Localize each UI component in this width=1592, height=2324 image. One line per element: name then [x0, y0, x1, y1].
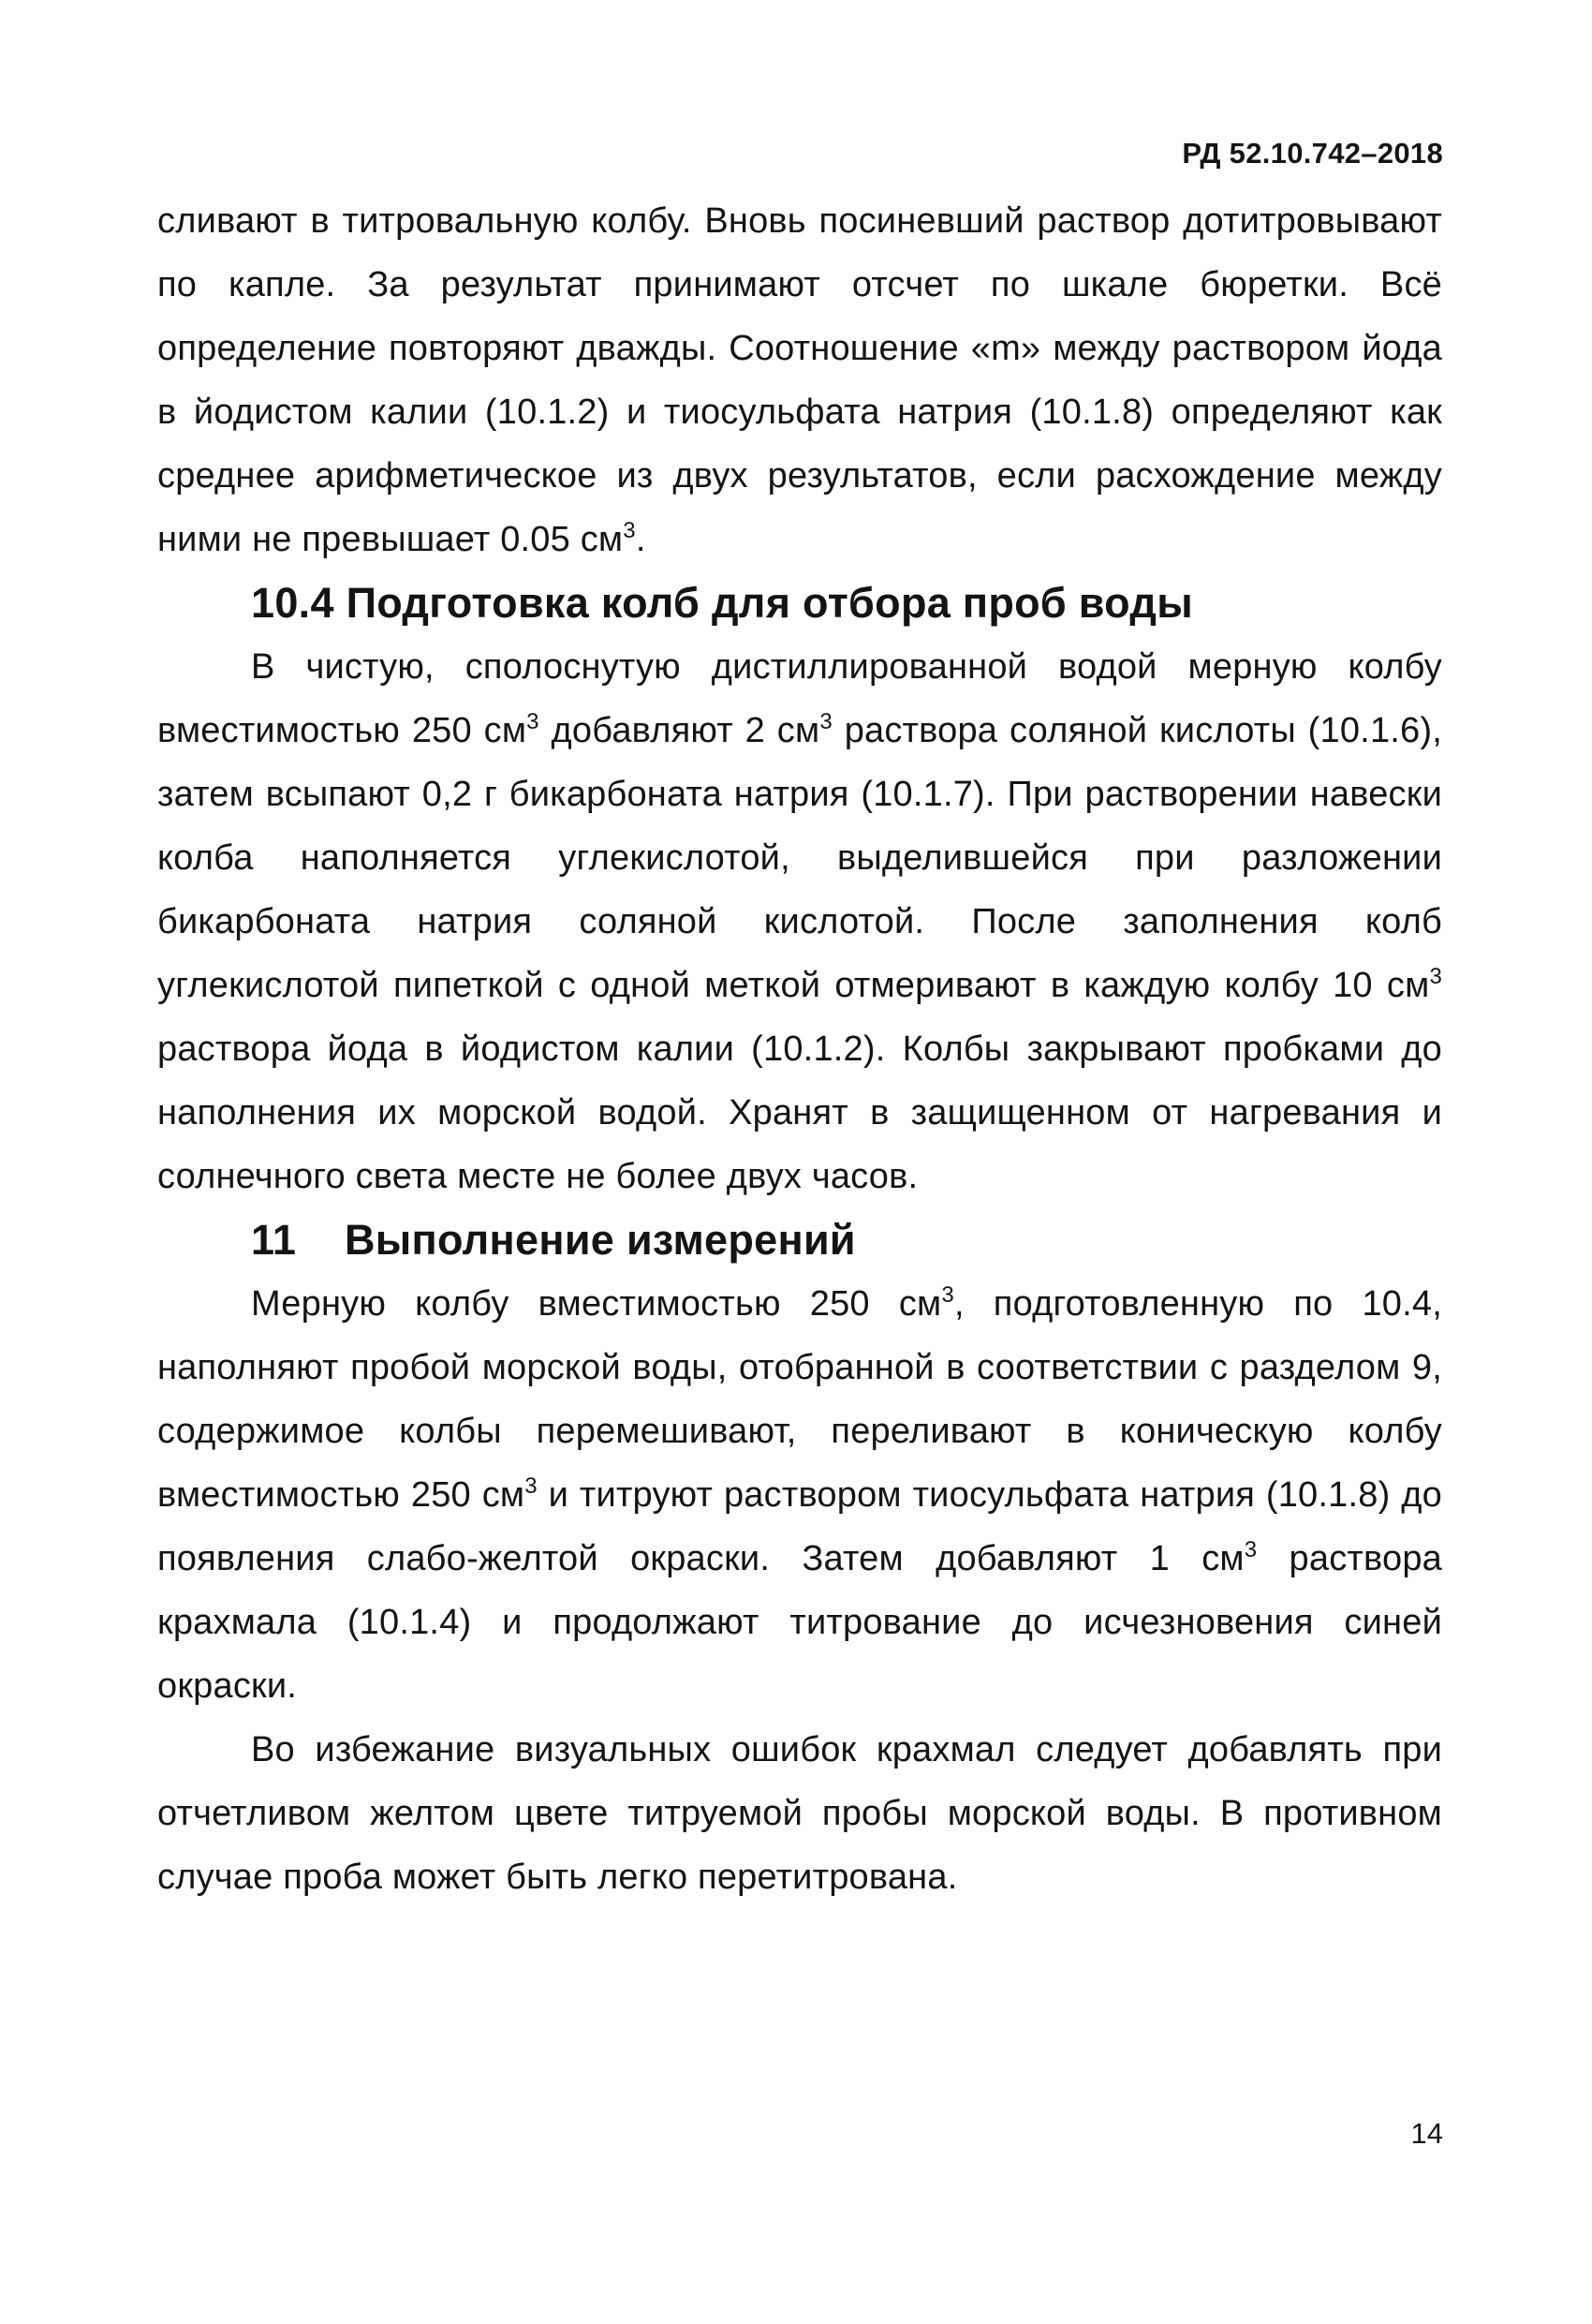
paragraph-starch-note: Во избежание визуальных ошибок крахмал следует добавлять при отчетливом желтом цвете титруемой пробы морской воды. В противном случае проба может быть легко перетитрована.: [157, 1730, 1442, 1897]
page-number: 14: [1410, 2117, 1443, 2150]
paragraph-text: Мерную колбу вместимостью 250 см: [251, 1284, 942, 1324]
section-title: Выполнение измерений: [345, 1216, 856, 1264]
paragraph-text: раствора соляной кислоты (10.1.6), затем всыпают 0,2 г бикарбоната натрия (10.1.7). При растворении навески колба наполняется углекислотой, выделившейся при разложении бикарбоната натрия соляной кислотой. После заполнения колб углекислотой пипеткой с одной меткой отмеривают в каждую колбу 10 см: [157, 711, 1442, 1005]
paragraph-text: сливают в титровальную колбу. Вновь посиневший раствор дотитровывают по капле. За результат принимают отсчет по шкале бюретки. Всё определение повторяют дважды. Соотношение «m» между раствором йода в йодистом калии (10.1.2) и тиосульфата натрия (10.1.8) определяют как среднее арифметическое из двух результатов, если расхождение между ними не превышает 0.05 см: [157, 201, 1442, 559]
paragraph-text: добавляют 2 см: [538, 711, 820, 750]
section-heading-10-4: 10.4 Подготовка колб для отбора проб воды: [251, 579, 1193, 627]
paragraph-end: .: [635, 520, 646, 559]
paragraph-continuation: [157, 189, 1442, 571]
paragraph-text: раствора йода в йодистом калии (10.1.2). Колбы закрывают пробками до наполнения их морской водой. Хранят в защищенном от нагревания и солнечного света месте не более двух часов.: [157, 1029, 1442, 1196]
paragraph-measurement-procedure: [157, 1272, 1442, 1718]
superscript: 3: [524, 1473, 538, 1499]
superscript: 3: [941, 1282, 954, 1308]
paragraph-text: раствора крахмала (10.1.4) и продолжают титрование до исчезновения синей окраски.: [157, 1539, 1442, 1706]
superscript: 3: [1429, 964, 1442, 989]
document-code-header: РД 52.10.742–2018: [1182, 137, 1443, 170]
superscript: 3: [1244, 1537, 1258, 1562]
section-heading-11: [157, 1208, 1442, 1272]
paragraph-flask-preparation: [157, 635, 1442, 1208]
paragraph-text: В чистую, сполоснутую дистиллированной водой мерную колбу вместимостью 250 см: [157, 647, 1442, 750]
superscript: 3: [819, 709, 833, 734]
section-number: 11: [251, 1216, 297, 1264]
paragraph-text: и титруют раствором тиосульфата натрия (10.1.8) до появления слабо-желтой окраски. Затем добавляют 1 см: [157, 1475, 1442, 1578]
paragraph-text: , подготовленную по 10.4, наполняют пробой морской воды, отобранной в соответствии с разделом 9, содержимое колбы перемешивают, переливают в коническую колбу вместимостью 250 см: [157, 1284, 1442, 1515]
superscript: 3: [623, 518, 636, 543]
page-content: [157, 189, 1442, 1909]
superscript: 3: [526, 709, 539, 734]
